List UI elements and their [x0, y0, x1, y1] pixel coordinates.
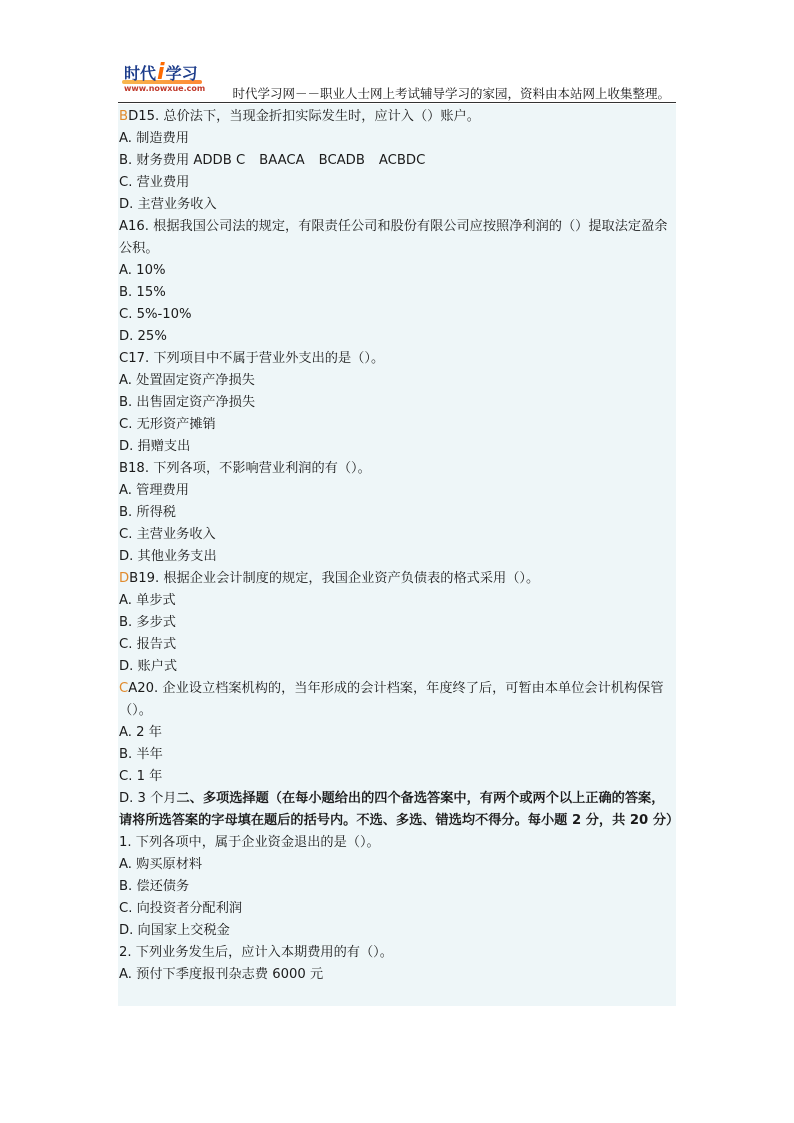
option: C. 报告式 — [119, 637, 177, 652]
header-tagline: 时代学习网－－职业人士网上考试辅导学习的家园，资料由本站网上收集整理。 — [232, 86, 670, 101]
option: B. 偿还债务 — [119, 879, 190, 894]
option: C. 1 年 — [119, 769, 163, 784]
option: C. 5%-10% — [119, 307, 192, 322]
option: C. 无形资产摊销 — [119, 417, 216, 432]
question-m2: 2. 下列业务发生后，应计入本期费用的有（）。 — [119, 945, 393, 960]
option: B. 财务费用 ADDB C BAACA BCADB ACBDC — [119, 153, 426, 168]
header-divider — [118, 102, 676, 103]
option: B. 多步式 — [119, 615, 176, 630]
option: A. 10% — [119, 263, 166, 278]
logo-text: 时代i学习 — [124, 60, 198, 85]
logo-url: www.nowxue.com — [124, 84, 206, 93]
answer-mark: D — [119, 571, 130, 586]
option: A. 预付下季度报刊杂志费 6000 元 — [119, 967, 324, 982]
option: B. 半年 — [119, 747, 163, 762]
option: A. 管理费用 — [119, 483, 189, 498]
option: D. 25% — [119, 329, 167, 344]
option: C. 主营业务收入 — [119, 527, 216, 542]
question-m1: 1. 下列各项中，属于企业资金退出的是（）。 — [119, 835, 380, 850]
option: C. 向投资者分配利润 — [119, 901, 243, 916]
option: A. 制造费用 — [119, 131, 189, 146]
option: A. 购买原材料 — [119, 857, 203, 872]
answer-mark: C — [119, 681, 129, 696]
option: D. 主营业务收入 — [119, 197, 217, 212]
option: B. 所得税 — [119, 505, 176, 520]
question-16: A16. 根据我国公司法的规定，有限责任公司和股份有限公司应按照净利润的（）提取法定盈余公积。 — [119, 219, 668, 256]
section-heading-multiple-choice: D. 3 个月二、多项选择题（在每小题给出的四个备选答案中，有两个或两个以上正确的答案，请将所选答案的字母填在题后的括号内。不选、多选、错选均不得分。每小题 2 分，共 20 分） — [119, 791, 680, 828]
option: A. 2 年 — [119, 725, 162, 740]
document-body — [118, 104, 680, 1006]
answer-mark: B — [119, 109, 129, 124]
option: B. 出售固定资产净损失 — [119, 395, 256, 410]
option: A. 处置固定资产净损失 — [119, 373, 255, 388]
option: C. 营业费用 — [119, 175, 190, 190]
option: D. 账户式 — [119, 659, 178, 674]
option: D. 向国家上交税金 — [119, 923, 230, 938]
option: D. 其他业务支出 — [119, 549, 217, 564]
question-15: BD15. 总价法下，当现金折扣实际发生时，应计入（）账户。 — [119, 109, 480, 124]
option: A. 单步式 — [119, 593, 176, 608]
option: D. 捐赠支出 — [119, 439, 191, 454]
question-18: B18. 下列各项，不影响营业利润的有（）。 — [119, 461, 371, 476]
option: B. 15% — [119, 285, 166, 300]
site-logo[interactable] — [120, 58, 206, 96]
question-17: C17. 下列项目中不属于营业外支出的是（）。 — [119, 351, 385, 366]
question-19: DB19. 根据企业会计制度的规定，我国企业资产负债表的格式采用（）。 — [119, 571, 540, 586]
question-20: CA20. 企业设立档案机构的，当年形成的会计档案，年度终了后，可暂由本单位会计机构保管（）。 — [119, 681, 664, 718]
